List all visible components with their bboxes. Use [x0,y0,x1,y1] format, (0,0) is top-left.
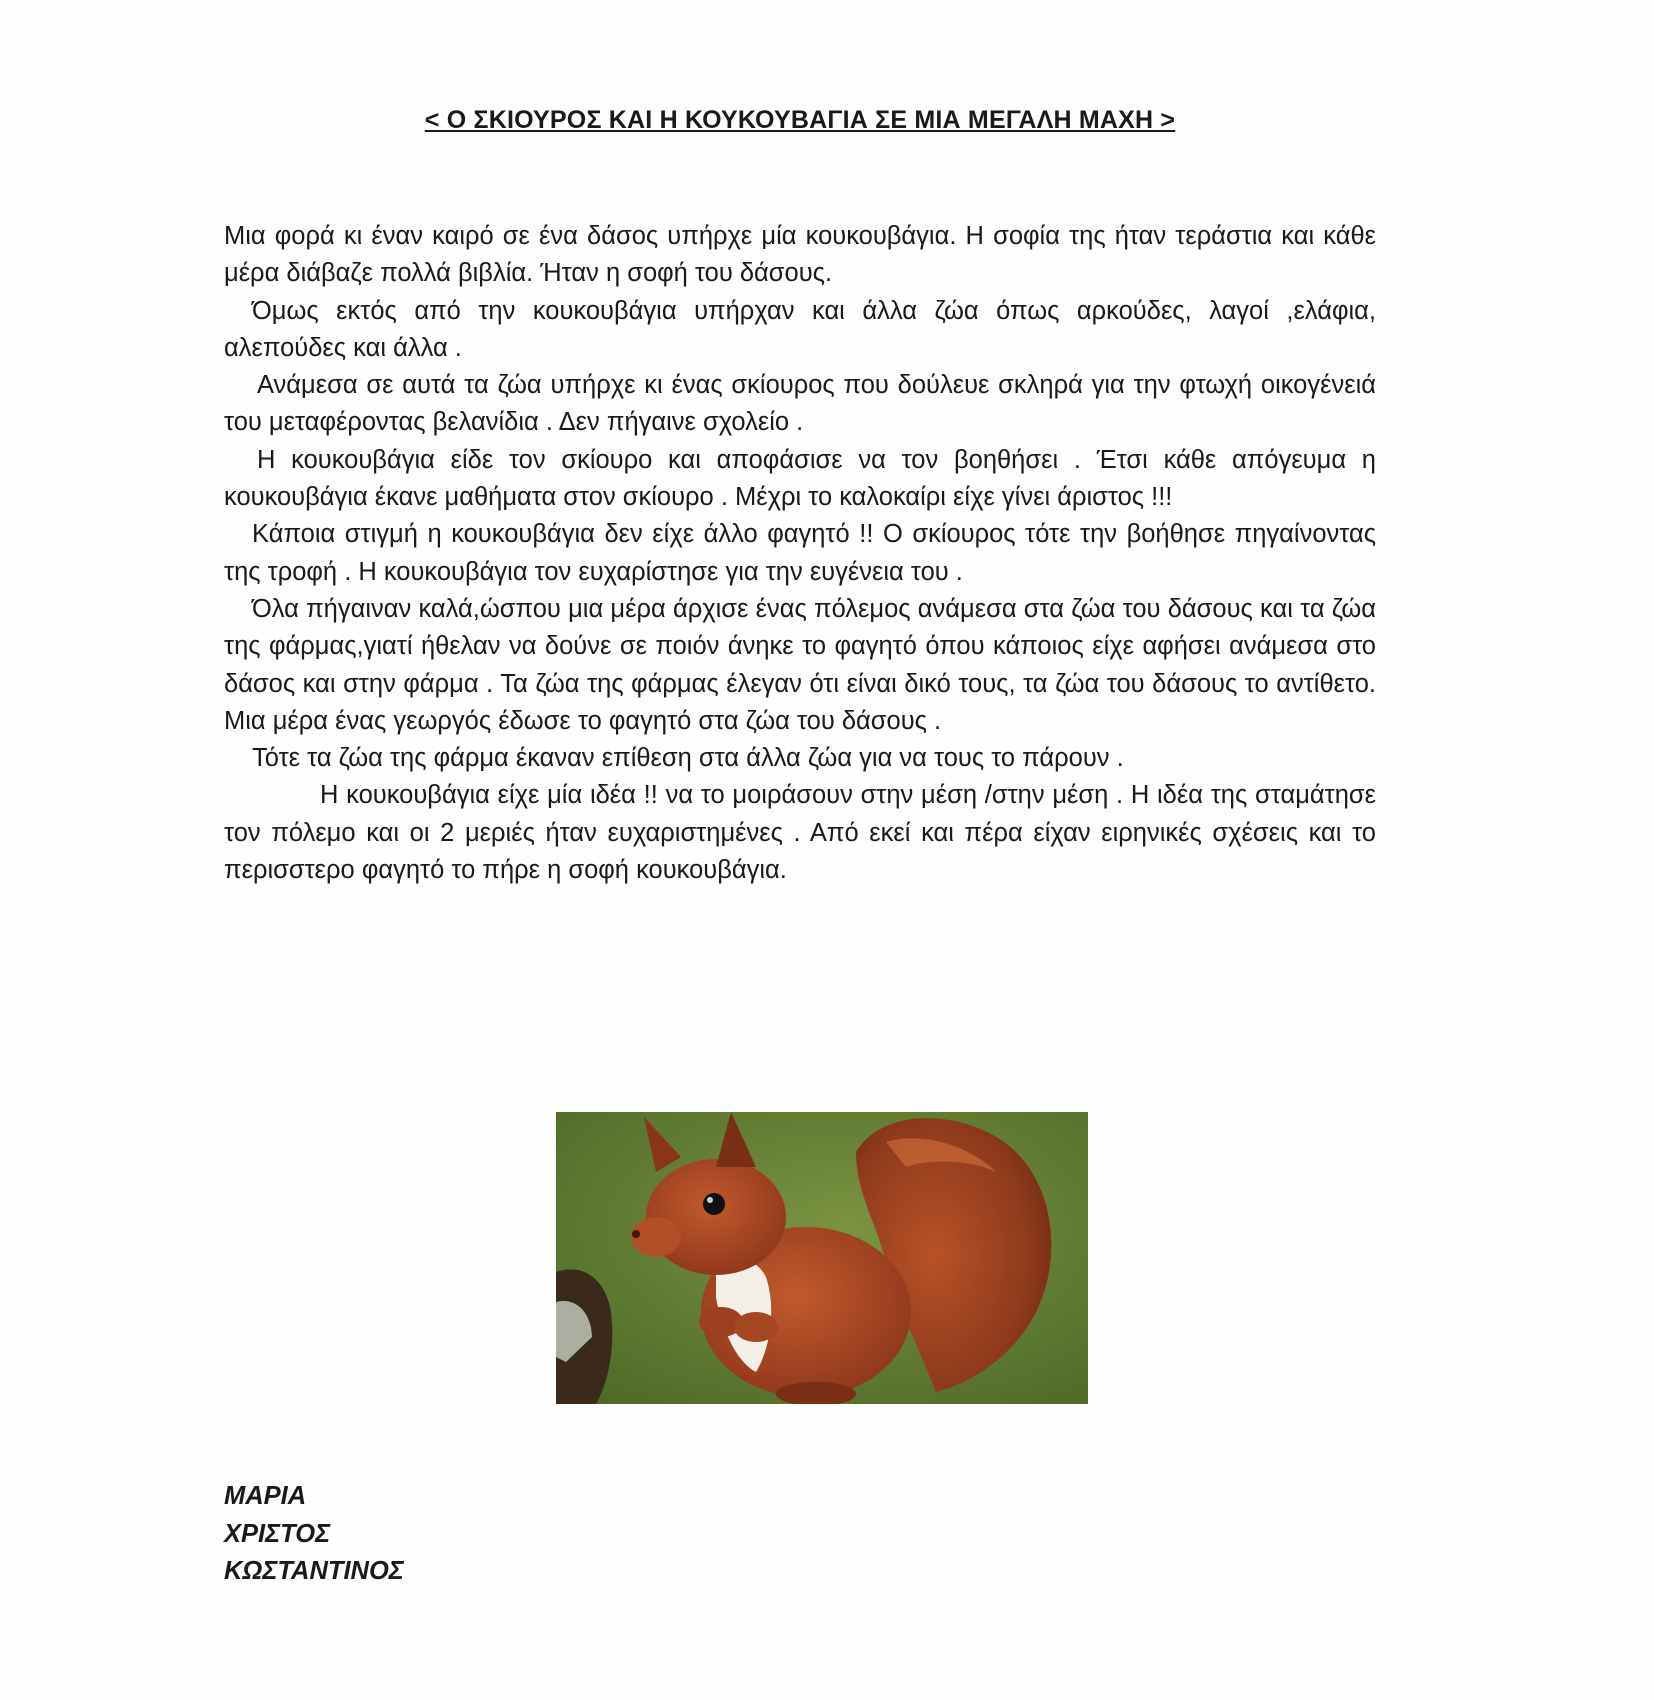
story-body [224,218,1376,889]
story-paragraph-3: Ανάμεσα σε αυτά τα ζώα υπήρχε κι ένας σκίουρος που δούλευε σκληρά για την φτωχή οικογένειά του μεταφέροντας βελανίδια . Δεν πήγαινε σχολείο . [224,371,1376,437]
squirrel-paw-right [734,1312,778,1342]
squirrel-eye [703,1193,725,1215]
squirrel-nose [632,1230,640,1238]
author-name: ΚΩΣΤΑΝΤΙΝΟΣ [224,1557,404,1585]
authors-list [224,1478,404,1591]
author-name: ΜΑΡΙΑ [224,1482,307,1510]
squirrel-head [646,1159,786,1275]
squirrel-eye-glint [707,1197,713,1203]
squirrel-illustration [556,1112,1088,1404]
author-name: ΧΡΙΣΤΟΣ [224,1519,331,1548]
story-paragraph-6: Όλα πήγαιναν καλά,ώσπου μια μέρα άρχισε ένας πόλεμος ανάμεσα στα ζώα του δάσους και τα ζώα της φάρμας,γιατί ήθελαν να δούνε σε ποιόν άνηκε το φαγητό όπου κάποιος είχε αφήσει ανάμεσα στο δάσος και στην φάρμα . Τα ζώα της φάρμας έλεγαν ότι είναι δικό τους, τα ζώα του δάσους το αντίθετο. Μια μέρα ένας γεωργός έδωσε το φαγητό στα ζώα του δάσους . [224,594,1376,735]
story-paragraph-8: Η κουκουβάγια είχε μία ιδέα !! να το μοιράσουν στην μέση /στην μέση . Η ιδέα της σταμάτησε τον πόλεμο και οι 2 μεριές ήταν ευχαριστημένες . Από εκεί και πέρα είχαν ειρηνικές σχέσεις και το περισστερο φαγητό το πήρε η σοφή κουκουβάγια. [224,781,1376,885]
story-paragraph-5: Κάποια στιγμή η κουκουβάγια δεν είχε άλλο φαγητό !! Ο σκίουρος τότε την βοήθησε πηγαίνοντας της τροφή . Η κουκουβάγια τον ευχαρίστησε για την ευγένεια του . [224,520,1376,586]
story-title: < Ο ΣΚΙΟΥΡΟΣ ΚΑΙ Η ΚΟΥΚΟΥΒΑΓΙΑ ΣΕ ΜΙΑ ΜΕΓΑΛΗ ΜΑΧΗ > [424,106,1176,134]
story-paragraph-7: Τότε τα ζώα της φάρμα έκαναν επίθεση στα άλλα ζώα για να τους το πάρουν . [252,744,1124,773]
story-paragraph-1: Μια φορά κι έναν καιρό σε ένα δάσος υπήρχε μία κουκουβάγια. Η σοφία της ήταν τεράστια και κάθε μέρα διάβαζε πολλά βιβλία. Ήταν η σοφή του δάσους. [224,222,1376,288]
story-paragraph-4: Η κουκουβάγια είδε τον σκίουρο και αποφάσισε να τον βοηθήσει . Έτσι κάθε απόγευμα η κουκουβάγια έκανε μαθήματα στον σκίουρο . Μέχρι το καλοκαίρι είχε γίνει άριστος !!! [224,445,1376,512]
story-paragraph-2: Όμως εκτός από την κουκουβάγια υπήρχαν και άλλα ζώα όπως αρκούδες, λαγοί ,ελάφια, αλεπούδες και άλλα . [224,296,1376,362]
squirrel-photo [556,1112,1088,1404]
